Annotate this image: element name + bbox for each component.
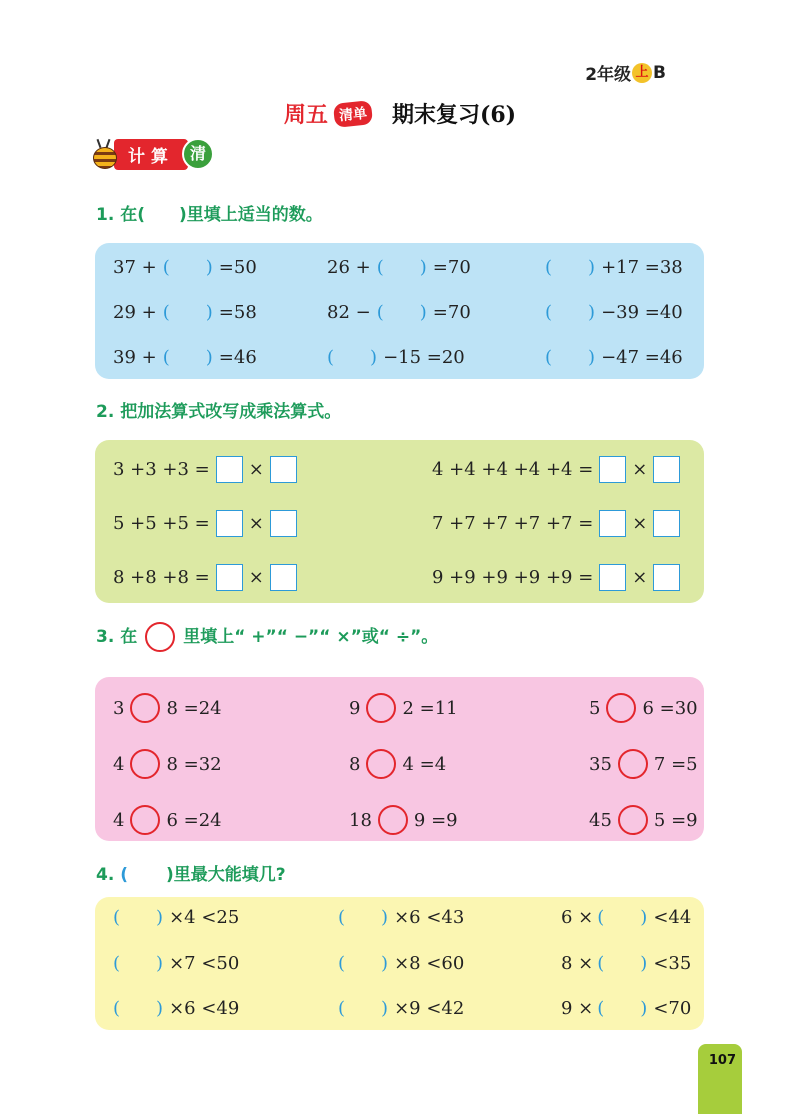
open-paren: ( — [338, 953, 346, 974]
bee-icon — [90, 139, 118, 169]
addition-expression: 8 +8 +8 = — [113, 567, 210, 588]
equation-item — [432, 564, 686, 591]
question-2-panel — [95, 440, 704, 603]
equation-item — [432, 456, 686, 483]
equation-item — [432, 510, 686, 537]
equation-right: 5 =9 — [653, 809, 698, 831]
equation-item — [113, 907, 239, 928]
equation-right: ×9 <42 — [394, 998, 465, 1019]
equation-right: 2 =11 — [402, 697, 458, 719]
equation-item — [349, 693, 458, 723]
section-label: 计算 — [114, 139, 188, 170]
answer-box — [653, 564, 680, 591]
equation-right: −15 =20 — [383, 347, 465, 368]
times-sign: × — [248, 567, 264, 588]
equation-item — [327, 302, 471, 323]
equation-item — [561, 907, 691, 928]
equation-right: =70 — [432, 257, 471, 278]
open-paren: ( — [338, 998, 346, 1019]
equation-right: 8 =24 — [166, 697, 222, 719]
grade-suffix: B — [653, 62, 666, 83]
equation-item — [338, 953, 464, 974]
addition-expression: 9 +9 +9 +9 +9 = — [432, 567, 594, 588]
answer-box — [270, 456, 297, 483]
open-paren: ( — [376, 302, 384, 323]
open-paren: ( — [113, 907, 121, 928]
times-sign: × — [632, 459, 648, 480]
equation-right: =46 — [218, 347, 257, 368]
equation-right: −47 =46 — [601, 347, 683, 368]
open-paren: ( — [376, 257, 384, 278]
equation-item — [338, 998, 464, 1019]
equation-item — [327, 257, 471, 278]
answer-box — [653, 510, 680, 537]
close-paren: ) — [381, 907, 389, 928]
close-paren: ) — [205, 257, 213, 278]
question-text: ( — [120, 865, 128, 885]
equation-item — [113, 693, 222, 723]
equation-right: <35 — [653, 953, 692, 974]
close-paren: ) — [588, 302, 596, 323]
equation-left: 9 — [349, 697, 361, 719]
grade-tag: 上 — [632, 63, 652, 83]
equation-left: 6 × — [561, 907, 594, 928]
question-number: 1. — [96, 205, 115, 225]
question-3-heading — [96, 622, 438, 652]
close-paren: ) — [156, 907, 164, 928]
answer-box — [270, 510, 297, 537]
answer-box — [599, 456, 626, 483]
times-sign: × — [632, 513, 648, 534]
addition-expression: 7 +7 +7 +7 +7 = — [432, 513, 594, 534]
equation-item — [589, 693, 698, 723]
close-paren: ) — [640, 907, 648, 928]
close-paren: ) — [205, 302, 213, 323]
close-paren: ) — [381, 998, 389, 1019]
addition-expression: 4 +4 +4 +4 +4 = — [432, 459, 594, 480]
question-4-heading — [96, 860, 286, 885]
equation-right: =58 — [218, 302, 257, 323]
equation-item — [113, 257, 257, 278]
open-paren: ( — [162, 257, 170, 278]
equation-item — [113, 564, 303, 591]
equation-left: 39 + — [113, 347, 157, 368]
equation-left: 4 — [113, 809, 125, 831]
open-paren: ( — [338, 907, 346, 928]
close-paren: ) — [588, 257, 596, 278]
operator-circle — [618, 805, 648, 835]
equation-right: 6 =24 — [166, 809, 222, 831]
equation-item — [113, 456, 303, 483]
title-main: 期末复习(6) — [391, 102, 517, 128]
equation-left: 82 − — [327, 302, 371, 323]
open-paren: ( — [545, 347, 553, 368]
equation-item — [589, 805, 698, 835]
equation-item — [113, 805, 222, 835]
answer-box — [270, 564, 297, 591]
open-paren: ( — [113, 953, 121, 974]
equation-right: <70 — [653, 998, 692, 1019]
question-number: 3. — [96, 627, 115, 647]
answer-box — [653, 456, 680, 483]
equation-left: 35 — [589, 753, 612, 775]
equation-item — [113, 302, 257, 323]
close-paren: ) — [156, 998, 164, 1019]
grade-label — [585, 60, 666, 85]
open-paren: ( — [113, 998, 121, 1019]
equation-item — [327, 347, 465, 368]
equation-right: 9 =9 — [413, 809, 458, 831]
close-paren: ) — [205, 347, 213, 368]
answer-box — [216, 510, 243, 537]
equation-left: 3 — [113, 697, 125, 719]
equation-item — [589, 749, 698, 779]
equation-left: 37 + — [113, 257, 157, 278]
equation-right: <44 — [653, 907, 692, 928]
answer-box — [216, 564, 243, 591]
close-paren: ) — [381, 953, 389, 974]
equation-right: ×4 <25 — [169, 907, 240, 928]
close-paren: ) — [588, 347, 596, 368]
equation-item — [113, 347, 257, 368]
question-number: 4. — [96, 865, 115, 885]
equation-item — [349, 805, 458, 835]
open-paren: ( — [545, 257, 553, 278]
equation-right: 6 =30 — [642, 697, 698, 719]
open-paren: ( — [597, 953, 605, 974]
open-paren: ( — [545, 302, 553, 323]
close-paren: ) — [640, 953, 648, 974]
open-paren: ( — [597, 998, 605, 1019]
equation-right: −39 =40 — [601, 302, 683, 323]
equation-item — [349, 749, 446, 779]
section-tag — [90, 138, 214, 170]
question-number: 2. — [96, 402, 115, 422]
equation-right: 4 =4 — [402, 753, 447, 775]
equation-right: =70 — [432, 302, 471, 323]
equation-right: 8 =32 — [166, 753, 222, 775]
addition-expression: 3 +3 +3 = — [113, 459, 210, 480]
open-paren: ( — [327, 347, 335, 368]
question-text: 把加法算式改写成乘法算式。 — [120, 402, 342, 422]
page-title — [0, 98, 800, 129]
title-badge: 清单 — [333, 100, 373, 128]
question-text: )里最大能填几? — [166, 865, 286, 885]
grade-prefix: 2年级 — [585, 65, 632, 85]
equation-left: 5 — [589, 697, 601, 719]
times-sign: × — [248, 459, 264, 480]
times-sign: × — [632, 567, 648, 588]
close-paren: ) — [370, 347, 378, 368]
page-number: 107 — [708, 1053, 736, 1068]
operator-circle — [130, 749, 160, 779]
equation-left: 26 + — [327, 257, 371, 278]
equation-left: 9 × — [561, 998, 594, 1019]
equation-item — [338, 907, 464, 928]
close-paren: ) — [156, 953, 164, 974]
equation-right: ×6 <49 — [169, 998, 240, 1019]
equation-item — [113, 953, 239, 974]
equation-left: 8 — [349, 753, 361, 775]
equation-right: 7 =5 — [653, 753, 698, 775]
equation-item — [545, 302, 683, 323]
equation-left: 4 — [113, 753, 125, 775]
operator-circle — [130, 805, 160, 835]
equation-item — [545, 257, 683, 278]
equation-right: =50 — [218, 257, 257, 278]
equation-right: +17 =38 — [601, 257, 683, 278]
operator-circle — [378, 805, 408, 835]
answer-box — [599, 564, 626, 591]
title-day: 周五 — [283, 103, 328, 128]
equation-item — [561, 998, 691, 1019]
answer-box — [216, 456, 243, 483]
close-paren: ) — [419, 257, 427, 278]
equation-item — [113, 749, 222, 779]
question-text: 在 — [120, 627, 138, 647]
equation-left: 18 — [349, 809, 372, 831]
close-paren: ) — [640, 998, 648, 1019]
operator-circle — [366, 749, 396, 779]
equation-item — [545, 347, 683, 368]
question-2-heading — [96, 397, 341, 422]
open-paren: ( — [597, 907, 605, 928]
equation-right: ×6 <43 — [394, 907, 465, 928]
equation-item — [113, 510, 303, 537]
answer-box — [599, 510, 626, 537]
equation-left: 8 × — [561, 953, 594, 974]
question-1-heading — [96, 200, 323, 225]
operator-circle — [366, 693, 396, 723]
equation-right: ×7 <50 — [169, 953, 240, 974]
question-1-panel — [95, 243, 704, 379]
open-paren: ( — [162, 347, 170, 368]
operator-circle — [618, 749, 648, 779]
question-text: 里填上“ +”“ −”“ ×”或“ ÷”。 — [183, 627, 439, 647]
equation-left: 29 + — [113, 302, 157, 323]
question-text: 在( — [120, 205, 145, 225]
close-paren: ) — [419, 302, 427, 323]
equation-item — [113, 998, 239, 1019]
open-paren: ( — [162, 302, 170, 323]
equation-left: 45 — [589, 809, 612, 831]
operator-circle — [606, 693, 636, 723]
times-sign: × — [248, 513, 264, 534]
equation-item — [561, 953, 691, 974]
question-3-panel — [95, 677, 704, 841]
equation-right: ×8 <60 — [394, 953, 465, 974]
operator-circle — [130, 693, 160, 723]
qing-badge: 清 — [182, 138, 214, 170]
question-4-panel — [95, 897, 704, 1030]
addition-expression: 5 +5 +5 = — [113, 513, 210, 534]
question-text: )里填上适当的数。 — [179, 205, 323, 225]
answer-circle — [145, 622, 175, 652]
